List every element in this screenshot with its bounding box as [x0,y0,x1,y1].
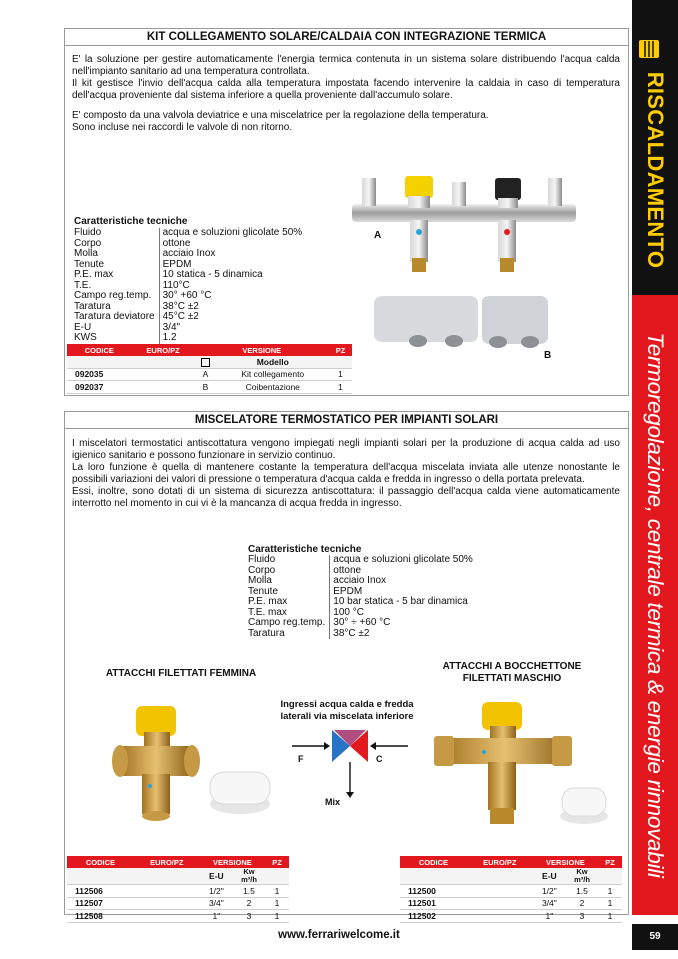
kit-label-a: A [374,230,382,241]
col-versione: VERSIONE [533,856,598,868]
pz-cell: 1 [598,897,622,910]
ver-cell: A [195,368,217,381]
col-versione: VERSIONE [200,856,265,868]
price-cell [134,885,200,898]
col-euro: EURO/PZ [467,856,533,868]
flow-diagram-caption-line: laterali via miscelata inferiore [280,711,414,722]
website-link[interactable]: www.ferrariwelcome.it [278,929,400,941]
spec-value: acqua e soluzioni glicolate 50% [333,554,473,565]
spec-value: 38°C ±2 [333,627,370,639]
spec-key: Corpo [74,239,159,250]
male-mixer-valve-illustration [434,692,610,838]
spec-value: acciaio Inox [162,248,216,259]
spec-row [74,291,302,302]
eu-cell: 1" [200,910,233,923]
spec-key: KWS [74,333,159,344]
mixer-paragraph: La loro funzione è quella di mantenere costante la temperatura dell'acqua miscelata inviata alle utenze nonostante le possibili variazioni dei valori di pressione o temperatura d'acqua calda e fredda in ingresso o della portata prelevata. [72,462,620,485]
spec-key: Tenute [74,260,159,271]
col-pz: PZ [598,856,622,868]
price-cell [467,885,533,898]
price-cell [134,897,200,910]
mixer-specs-title: Caratteristiche tecniche [248,544,362,555]
table-row [400,910,622,923]
spec-value: 1.2 [162,332,177,343]
spec-key: Campo reg.temp. [74,291,159,302]
spec-key: Fluido [248,555,330,566]
pz-cell: 1 [329,381,352,394]
spec-value: 10 statica - 5 dinamica [162,269,263,280]
price-cell [132,381,195,394]
sub-header-kw: Kw m³/h [566,868,598,885]
eu-cell: 1" [533,910,566,923]
spec-value: 10 bar statica - 5 bar dinamica [333,596,468,607]
spec-key: T.E. max [248,608,330,619]
sub-header-eu: E-U [533,868,566,885]
kit-description [72,54,620,134]
spec-row [74,312,302,323]
pz-cell: 1 [265,897,289,910]
mixer-title-divider [65,428,628,429]
flow-label-hot: C [376,754,383,764]
table-row [67,368,352,381]
code-cell: 112507 [67,897,134,910]
kw-cell: 2 [566,897,598,910]
spec-key: Taratura [248,629,330,640]
sidebar-category-label: RISCALDAMENTO [643,71,668,269]
kw-cell: 3 [233,910,265,923]
eu-cell: 1/2" [533,885,566,898]
model-cell: Kit collegamento [216,368,329,381]
sub-header-kw: Kw m³/h [233,868,265,885]
spec-row [74,249,302,260]
col-pz: PZ [265,856,289,868]
code-cell: 112508 [67,910,134,923]
kit-specs-table [74,228,302,344]
spec-key: Taratura [74,302,159,313]
male-fittings-title-line: ATTACCHI A BOCCHETTONE [442,661,582,672]
code-cell: 112502 [400,910,467,923]
kw-cell: 3 [566,910,598,923]
pz-cell: 1 [598,910,622,923]
col-codice: CODICE [400,856,467,868]
col-codice: CODICE [67,856,134,868]
kit-product-table [67,344,352,394]
spec-row [248,576,473,587]
female-mixer-valve-illustration [98,696,276,836]
spec-value: 30° ÷ +60 °C [333,617,391,628]
male-product-table [400,856,622,923]
col-euro: EURO/PZ [132,344,195,356]
code-cell: 112506 [67,885,134,898]
spec-value: 3/4" [162,321,181,333]
spec-row [248,555,473,566]
code-cell: 092037 [67,381,132,394]
spec-value: ottone [333,564,362,576]
code-cell: 112500 [400,885,467,898]
spec-key: P.E. max [248,597,330,608]
code-cell: 112501 [400,897,467,910]
mixer-title: MISCELATORE TERMOSTATICO PER IMPIANTI SOLARI [194,414,499,426]
mixer-specs-table [248,555,473,639]
table-row [400,885,622,898]
eu-cell: 3/4" [200,897,233,910]
sub-header-modello: Modello [216,356,329,368]
flow-diagram [292,726,408,802]
kit-paragraph: E' la soluzione per gestire automaticamente l'energia termica contenuta in un sistema solare distribuendo l'acqua calda nell'impianto sanitario ad una temperatura controllata. [72,54,620,77]
model-cell: Coibentazione [216,381,329,394]
kit-paragraph: Sono incluse nei raccordi le valvole di non ritorno. [72,122,293,133]
ver-cell: B [195,381,217,394]
pz-cell: 1 [598,885,622,898]
pz-cell: 1 [329,368,352,381]
price-cell [132,368,195,381]
eu-cell: 3/4" [533,897,566,910]
spec-value: 38°C ±2 [162,300,199,312]
kit-paragraph: Il kit gestisce l'invio dell'acqua calda alla temperatura impostata facendo intervenire la caldaia in caso di temperatura dell'acqua proveniente dal sistema inferiore a quella proveniente dall'accumulo solare. [72,78,620,101]
spec-key: E-U [74,323,159,334]
sub-header-eu: E-U [200,868,233,885]
flow-label-mix: Mix [325,797,341,807]
col-versione: VERSIONE [195,344,330,356]
spec-key: Tenute [248,587,330,598]
kw-cell: 1.5 [233,885,265,898]
spec-value: EPDM [162,258,192,270]
spec-row [74,270,302,281]
kw-cell: 2 [233,897,265,910]
kit-specs-title: Caratteristiche tecniche [74,216,188,227]
table-row [67,910,289,923]
mixer-description [72,438,620,510]
sidebar-section-label: Termoregolazione, centrale termica & energie rinnovabili [643,332,668,878]
flow-diagram-caption [268,699,426,723]
code-cell: 092035 [67,368,132,381]
spec-value: acciaio Inox [333,575,387,586]
male-fittings-title [400,661,624,685]
female-product-table [67,856,289,923]
table-row [67,381,352,394]
spec-value: acqua e soluzioni glicolate 50% [162,227,303,238]
spec-value: 30° +60 °C [162,290,212,301]
kit-label-b: B [544,350,552,361]
spec-row [248,597,473,608]
spec-value: EPDM [333,585,363,597]
spec-value: 100 °C [333,606,364,618]
spec-row [74,333,302,344]
spec-row [74,228,302,239]
spec-key: Molla [248,576,330,587]
spec-value: 45°C ±2 [162,311,199,322]
female-fittings-title: ATTACCHI FILETTATI FEMMINA [105,668,257,679]
mixer-paragraph: Essi, inoltre, sono dotati di un sistema di sicurezza antiscottatura: il passaggio dell'acqua calda viene automaticamente interrotto nel momento in cui vi è la mancanza di acqua fredda in ingresso. [72,486,620,509]
spec-key: Fluido [74,228,159,239]
flow-label-cold: F [298,754,304,764]
spec-row [248,629,473,640]
col-euro: EURO/PZ [134,856,200,868]
spec-value: ottone [162,237,191,249]
checkbox-icon [201,358,210,367]
price-cell [134,910,200,923]
kit-paragraph: E' composto da una valvola deviatrice e una miscelatrice per la regolazione della temperatura. [72,110,489,121]
spec-key: Corpo [248,566,330,577]
flow-diagram-caption-line: Ingressi acqua calda e fredda [280,699,414,710]
kit-title-divider [65,45,628,46]
spec-row [74,323,302,334]
spec-key: Campo reg.temp. [248,618,330,629]
table-row [67,897,289,910]
pz-cell: 1 [265,910,289,923]
radiator-icon [637,36,661,62]
kit-title: KIT COLLEGAMENTO SOLARE/CALDAIA CON INTEGRAZIONE TERMICA [146,31,547,43]
spec-key: Molla [74,249,159,260]
spec-key: T.E. [74,281,159,292]
male-fittings-title-line: FILETTATI MASCHIO [462,673,562,684]
kw-cell: 1.5 [566,885,598,898]
col-pz: PZ [329,344,352,356]
insulation-shell-illustration [370,294,550,356]
eu-cell: 1/2" [200,885,233,898]
table-row [67,885,289,898]
spec-row [248,618,473,629]
spec-key: P.E. max [74,270,159,281]
col-codice: CODICE [67,344,132,356]
price-cell [467,910,533,923]
pz-cell: 1 [265,885,289,898]
table-row [400,897,622,910]
mixer-paragraph: I miscelatori termostatici antiscottatura vengono impiegati negli impianti solari per la produzione di acqua calda ad uso igienico sanitario e possono funzionare in servizio continuo. [72,438,620,461]
spec-value: 110°C [162,279,190,291]
price-cell [467,897,533,910]
kit-valve-illustration [350,168,578,280]
page-number: 59 [632,924,678,950]
spec-key: Taratura deviatore [74,312,159,323]
